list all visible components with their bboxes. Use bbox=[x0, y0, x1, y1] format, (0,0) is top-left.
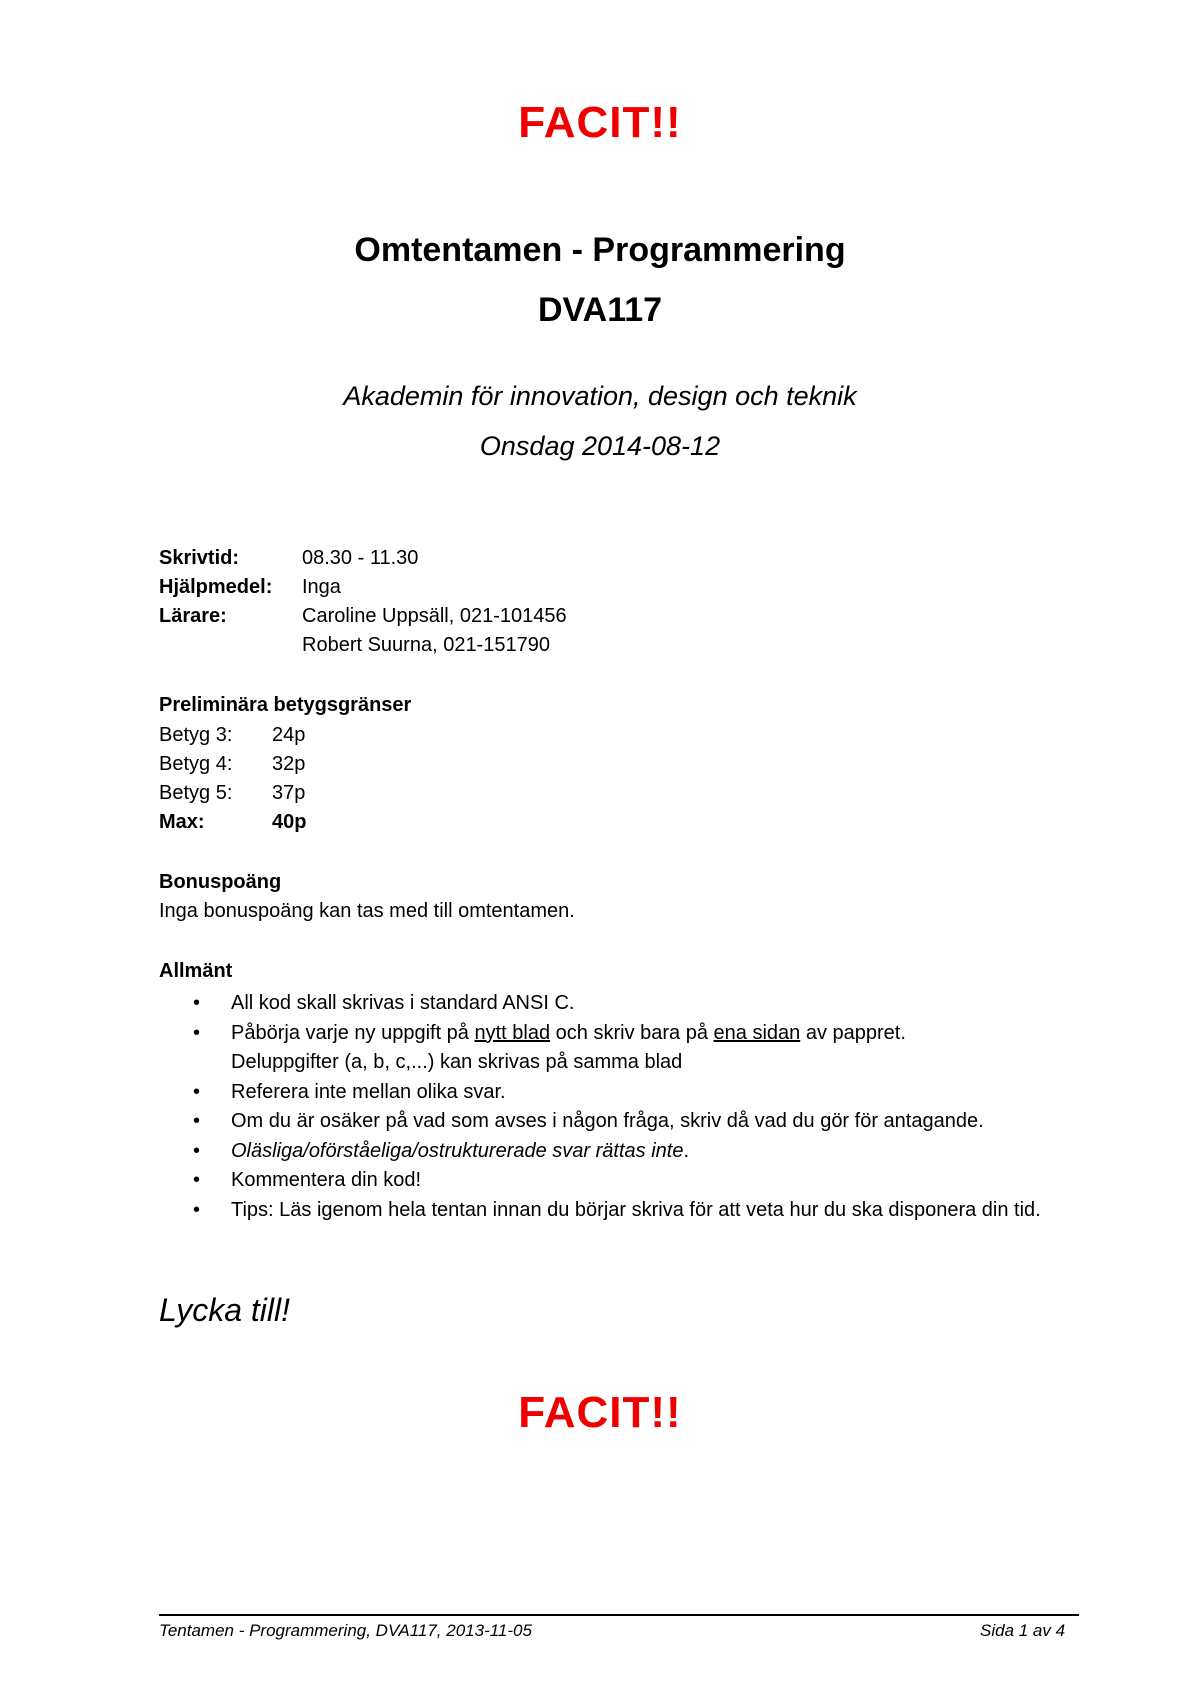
list-item bbox=[159, 1166, 1089, 1196]
bullet-icon: • bbox=[193, 992, 201, 1014]
grade-value: 37p bbox=[272, 782, 306, 804]
bullet-icon: • bbox=[193, 1169, 201, 1191]
good-luck-text: Lycka till! bbox=[159, 1292, 291, 1328]
aids-label: Hjälpmedel: bbox=[159, 576, 273, 598]
facit-banner-bottom: FACIT!! bbox=[518, 1388, 682, 1437]
teacher-2: Robert Suurna, 021-151790 bbox=[302, 634, 550, 656]
rule-text: och skriv bara på bbox=[550, 1021, 714, 1044]
grade-label: Betyg 5: bbox=[159, 782, 233, 804]
time-label: Skrivtid: bbox=[159, 547, 240, 569]
rule-text: Referera inte mellan olika svar. bbox=[231, 1080, 506, 1103]
bullet-icon: • bbox=[193, 1198, 201, 1221]
rule-text: Deluppgifter (a, b, c,...) kan skrivas på samma blad bbox=[231, 1051, 683, 1073]
general-rules-list bbox=[159, 989, 1089, 1225]
rule-text-italic: Oläsliga/oförståeliga/ostrukturerade svar rättas inte bbox=[231, 1139, 684, 1162]
rule-text: Kommentera din kod! bbox=[231, 1169, 422, 1191]
rule-text: All kod skall skrivas i standard ANSI C. bbox=[231, 992, 575, 1014]
rule-text: Tips: Läs igenom hela tentan innan du börjar skriva för att veta hur du ska disponera din tid. bbox=[231, 1198, 1041, 1221]
rule-text: Påbörja varje ny uppgift på bbox=[231, 1021, 475, 1044]
exam-title: Omtentamen - Programmering bbox=[354, 231, 846, 269]
rule-text: Om du är osäker på vad som avses i någon fråga, skriv då vad du gör för antagande. bbox=[231, 1110, 984, 1132]
bullet-icon: • bbox=[193, 1021, 201, 1044]
grade-label: Betyg 3: bbox=[159, 724, 233, 746]
facit-banner-top: FACIT!! bbox=[518, 98, 682, 147]
footer-divider bbox=[159, 1614, 1079, 1616]
grades-heading: Preliminära betygsgränser bbox=[159, 694, 412, 716]
aids-value: Inga bbox=[302, 576, 341, 598]
bullet-icon: • bbox=[193, 1110, 201, 1132]
list-item bbox=[159, 989, 1089, 1019]
list-item bbox=[159, 1196, 1089, 1226]
rule-text: av pappret. bbox=[800, 1021, 906, 1044]
footer-left: Tentamen - Programmering, DVA117, 2013-11-05 bbox=[159, 1621, 532, 1640]
list-item bbox=[159, 1107, 1089, 1137]
list-item bbox=[159, 1078, 1089, 1108]
rule-text: . bbox=[683, 1139, 690, 1162]
time-value: 08.30 - 11.30 bbox=[302, 547, 419, 569]
bonus-text: Inga bonuspoäng kan tas med till omtentamen. bbox=[159, 900, 575, 922]
list-item bbox=[159, 1137, 1089, 1167]
page-number: Sida 1 av 4 bbox=[980, 1621, 1066, 1640]
bullet-icon: • bbox=[193, 1080, 201, 1103]
grade-value: 24p bbox=[272, 724, 306, 746]
course-code: DVA117 bbox=[537, 291, 663, 329]
grade-value: 32p bbox=[272, 753, 306, 775]
grade-value: 40p bbox=[272, 811, 307, 833]
exam-date: Onsdag 2014-08-12 bbox=[479, 431, 721, 461]
bonus-heading: Bonuspoäng bbox=[159, 871, 282, 893]
grade-label: Max: bbox=[159, 811, 205, 833]
bullet-icon: • bbox=[193, 1139, 201, 1162]
teacher-1: Caroline Uppsäll, 021-101456 bbox=[302, 605, 567, 627]
grade-label: Betyg 4: bbox=[159, 753, 233, 775]
general-heading: Allmänt bbox=[159, 960, 233, 982]
underlined-text: nytt blad bbox=[474, 1021, 551, 1044]
department-name: Akademin för innovation, design och teknik bbox=[343, 381, 857, 411]
list-item bbox=[159, 1019, 1089, 1078]
teacher-label: Lärare: bbox=[159, 605, 227, 627]
underlined-text: ena sidan bbox=[713, 1021, 801, 1044]
